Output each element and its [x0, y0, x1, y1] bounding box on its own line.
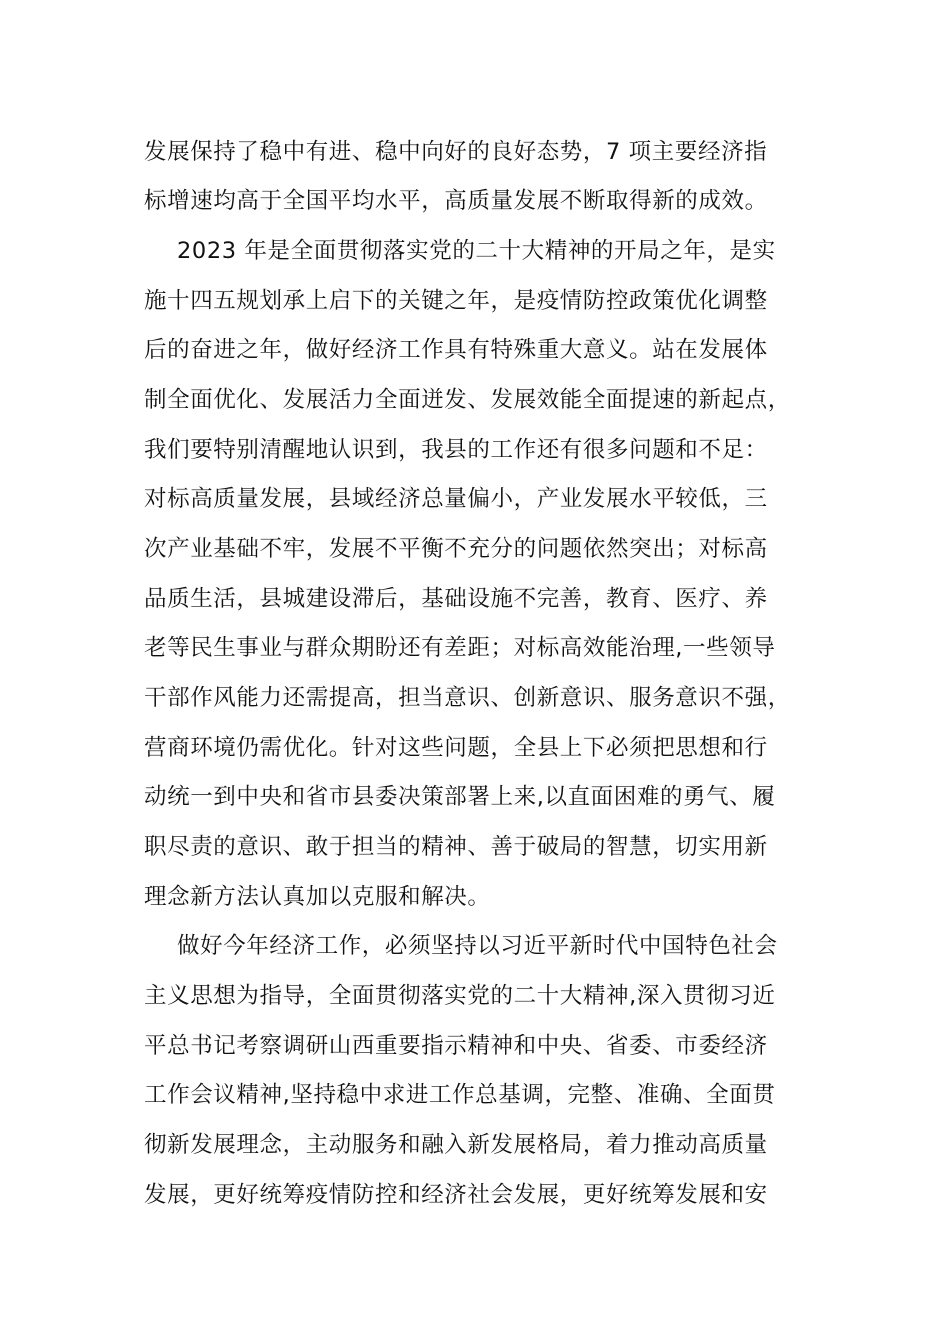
text-line: 动统一到中央和省市县委决策部署上来,以直面困难的勇气、履: [144, 784, 776, 810]
paragraph-start-line: 做好今年经济工作，必须坚持以习近平新时代中国特色社会: [177, 933, 778, 959]
text-line: 平总书记考察调研山西重要指示精神和中央、省委、市委经济: [144, 1033, 768, 1059]
text-line: 次产业基础不牢，发展不平衡不充分的问题依然突出；对标高: [144, 536, 768, 562]
text-line: 品质生活，县城建设滞后，基础设施不完善，教育、医疗、养: [144, 586, 768, 612]
text-line: 发展，更好统筹疫情防控和经济社会发展，更好统筹发展和安: [144, 1182, 768, 1208]
text-line: 彻新发展理念，主动服务和融入新发展格局，着力推动高质量: [144, 1132, 768, 1158]
text-line: 工作会议精神,坚持稳中求进工作总基调，完整、准确、全面贯: [144, 1082, 776, 1108]
text-line: 主义思想为指导，全面贯彻落实党的二十大精神,深入贯彻习近: [144, 983, 776, 1009]
text-line: 营商环境仍需优化。针对这些问题，全县上下必须把思想和行: [144, 735, 768, 761]
text-line: 干部作风能力还需提高，担当意识、创新意识、服务意识不强，: [144, 685, 791, 711]
text-line: 职尽责的意识、敢于担当的精神、善于破局的智慧，切实用新: [144, 834, 768, 860]
text-line: 对标高质量发展，县域经济总量偏小，产业发展水平较低，三: [144, 486, 768, 512]
text-line: 理念新方法认真加以克服和解决。: [144, 884, 491, 910]
text-line: 施十四五规划承上启下的关键之年，是疫情防控政策优化调整: [144, 288, 768, 314]
text-line: 标增速均高于全国平均水平，高质量发展不断取得新的成效。: [144, 188, 768, 214]
text-line: 后的奋进之年，做好经济工作具有特殊重大意义。站在发展体: [144, 337, 768, 363]
paragraph-start-line: 2023 年是全面贯彻落实党的二十大精神的开局之年，是实: [177, 238, 776, 264]
text-line: 制全面优化、发展活力全面迸发、发展效能全面提速的新起点，: [144, 387, 791, 413]
text-line: 我们要特别清醒地认识到，我县的工作还有很多问题和不足：: [144, 437, 768, 463]
text-line: 老等民生事业与群众期盼还有差距；对标高效能治理,一些领导: [144, 635, 776, 661]
text-line: 发展保持了稳中有进、稳中向好的良好态势，7 项主要经济指: [144, 139, 768, 165]
